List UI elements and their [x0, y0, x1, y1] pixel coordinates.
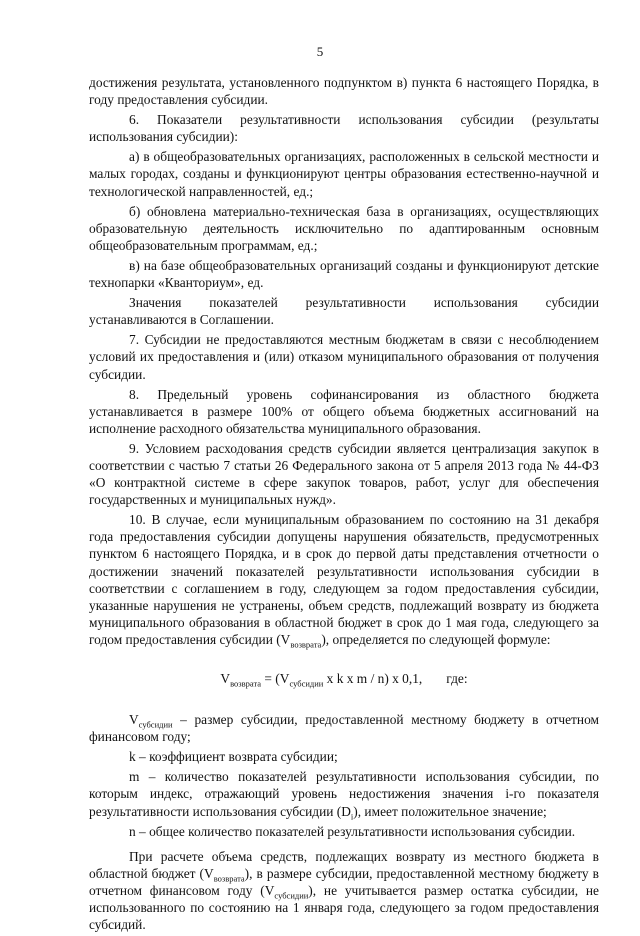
definition-m [89, 768, 599, 822]
paragraph-6-values: Значения показателей результативности использования субсидии устанавливаются в Соглашении. [89, 295, 599, 328]
paragraph-6b: б) обновлена материально-техническая база в организациях, осуществляющих образовательную деятельность исключительно по адаптированным основным общеобразовательным программам, ед.; [89, 203, 599, 253]
formula-v: V [220, 671, 231, 686]
definition-m-sub: i [350, 811, 354, 822]
paragraph-last-sub2: субсидии [274, 890, 309, 901]
paragraph-6c: в) на базе общеобразовательных организаций созданы и функционируют детские технопарки «Кванториум», ед. [89, 257, 599, 291]
paragraph-10-text: 10. В случае, если муниципальным образованием по состоянию на 31 декабря года предоставления субсидии допущены нарушения обязательств, предусмотренных пунктом 6 настоящего Порядка, и в срок до первой даты представления отчетности о достижении значений показателей результативности использования субсидии в соответствии с соглашением в году, следующем за годом предоставления субсидии, указанные нарушения не устранены, объем средств, подлежащий возврату из бюджета муниципального образования в областной бюджет в срок до 1 мая года, следующего за годом предоставления субсидии (V [89, 512, 599, 647]
paragraph-last-sub1: возврата [213, 873, 245, 884]
page-number: 5 [316, 44, 324, 59]
paragraph-continuation: достижения результата, установленного подпунктом в) пункта 6 настоящего Порядка, в году предоставления субсидии. [89, 75, 599, 108]
definition-v-sub: субсидии [138, 719, 173, 730]
paragraph-10 [89, 511, 599, 648]
formula-sub-vozvrata: возврата [230, 678, 262, 689]
formula [89, 670, 599, 687]
definition-v-text: – размер субсидии, предоставленной местному бюджету в отчетном финансовом году; [89, 712, 599, 745]
paragraph-9: 9. Условием расходования средств субсидии является централизация закупок в соответствии с частью 7 статьи 26 Федерального закона от 5 апреля 2013 года № 44-ФЗ «О контрактной системе в сфере закупок товаров, работ, услуг для обеспечения государственных и муниципальных нужд». [89, 440, 599, 508]
paragraph-6: 6. Показатели результативности использования субсидии (результаты использования субсидии): [89, 112, 599, 145]
definition-v [89, 711, 599, 745]
paragraph-10-end: ), определяется по следующей формуле: [321, 631, 551, 647]
definition-m-end: ), имеет положительное значение; [353, 803, 547, 819]
subscript-vozvrata: возврата [290, 639, 322, 650]
paragraph-last-b: ), в размере субсидии, предоставленной местному бюджету в отчетном финансовом году (V [89, 865, 599, 898]
paragraph-6a: а) в общеобразовательных организациях, расположенных в сельской местности и малых городах, созданы и функционируют центры образования естественно-научной и технологической направленностей, ед.; [89, 149, 599, 199]
definition-m-text: m – количество показателей результативности использования субсидии, по которым индекс, отражающий уровень недостижения значения i-го показателя результативности использования субсидии (D [89, 769, 599, 819]
formula-sub-subsidii: субсидии [289, 678, 324, 689]
definition-n: n – общее количество показателей результативности использования субсидии. [129, 823, 576, 839]
definition-v-symbol: V [129, 712, 139, 728]
formula-eq: = (V [261, 671, 290, 686]
paragraph-last [89, 848, 599, 933]
formula-rest: x k x m / n) x 0,1, [323, 671, 423, 686]
document-body [89, 74, 599, 936]
paragraph-last-a: При расчете объема средств, подлежащих возврату из местного бюджета в областной бюджет (V [89, 848, 599, 881]
paragraph-8: 8. Предельный уровень софинансирования из областного бюджета устанавливается в размере 100% от общего объема бюджетных ассигнований на исполнение расходного обязательства муниципального образования. [89, 386, 599, 436]
paragraph-last-c: ), не учитывается размер остатка субсидии, не использованного по состоянию на 1 января года, следующего за годом предоставления субсидий. [89, 882, 599, 933]
paragraph-7: 7. Субсидии не предоставляются местным бюджетам в связи с несоблюдением условий их предоставления и (или) отказом муниципального образования от получения субсидии. [89, 332, 599, 382]
formula-where: где: [446, 671, 468, 686]
definition-k: k – коэффициент возврата субсидии; [129, 749, 338, 765]
